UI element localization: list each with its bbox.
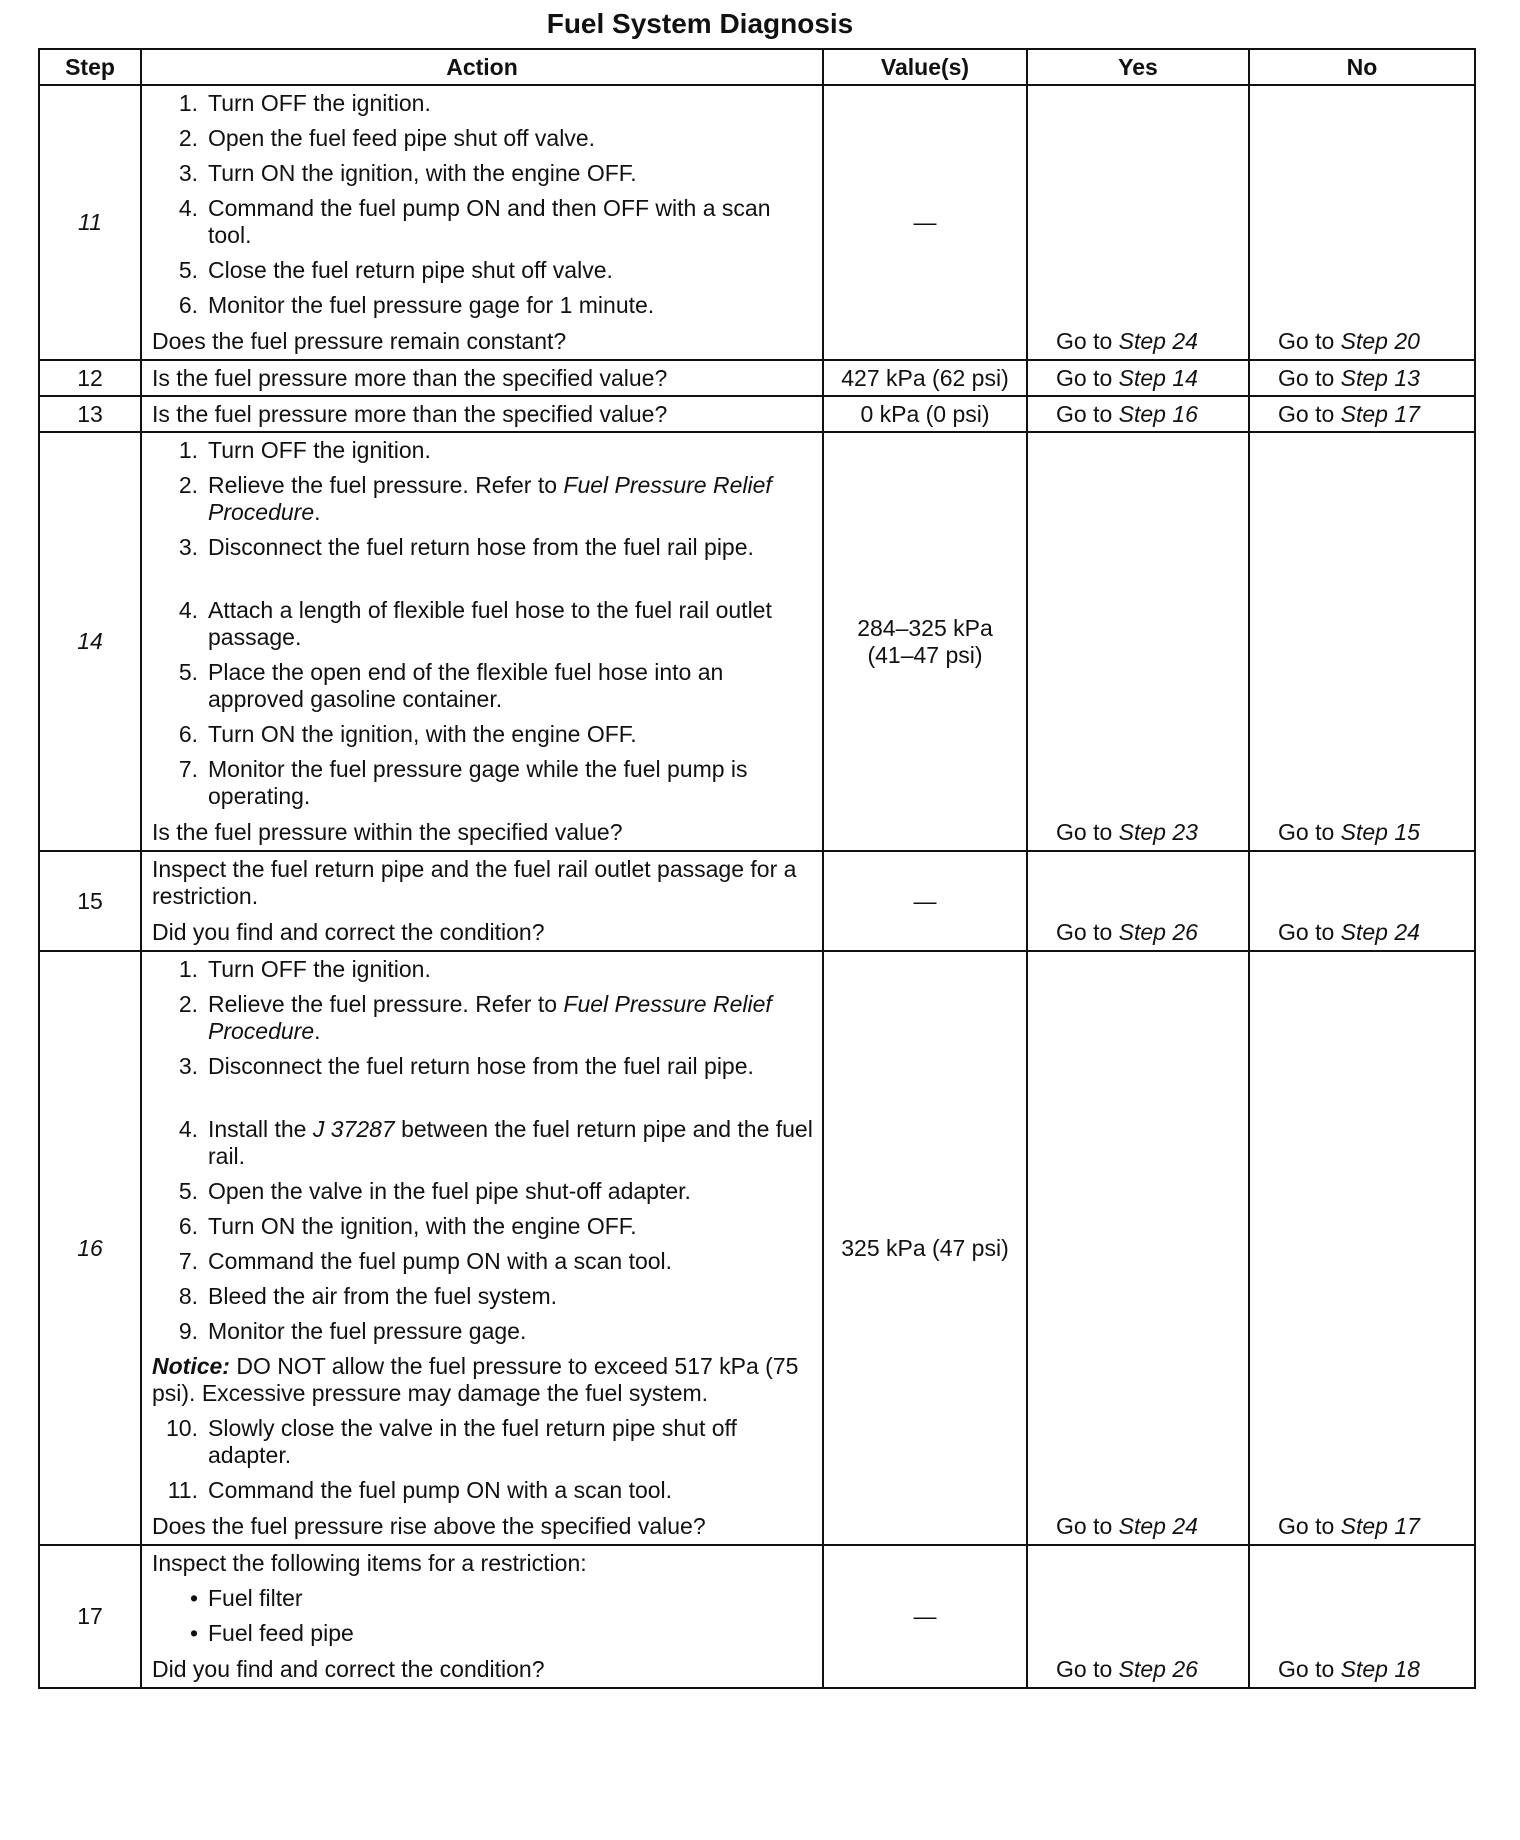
list-item: 9. Monitor the fuel pressure gage. — [178, 1318, 527, 1344]
list-item: 1. Turn OFF the ignition. — [178, 437, 431, 463]
diagnosis-table — [38, 48, 1476, 1689]
step-link: Step 26 — [1118, 1656, 1198, 1682]
action-cell — [141, 396, 823, 432]
step-link: Step 13 — [1340, 364, 1420, 391]
table-row — [39, 85, 1475, 360]
table-row — [39, 360, 1475, 396]
list-item: 7. Command the fuel pump ON with a scan tool. — [178, 1248, 673, 1274]
yes-cell: Go to Step 23 — [1027, 432, 1249, 851]
value-cell: 0 kPa (0 psi) — [823, 396, 1027, 432]
value-cell: — — [823, 1545, 1027, 1688]
list-item: 3. Disconnect the fuel return hose from the fuel rail pipe. — [178, 534, 754, 560]
action-question: Is the fuel pressure within the specified value? — [152, 819, 623, 845]
action-cell — [141, 851, 823, 951]
list-item: • Fuel feed pipe — [189, 1620, 354, 1646]
action-cell — [141, 360, 823, 396]
action-question: Does the fuel pressure remain constant? — [152, 328, 567, 354]
action-cell — [141, 432, 823, 851]
yes-cell: Go to Step 14 — [1027, 360, 1249, 396]
step-link: Step 17 — [1340, 1513, 1420, 1539]
step-link: Step 14 — [1118, 364, 1198, 391]
value-cell: — — [823, 85, 1027, 360]
action-question: Is the fuel pressure more than the specified value? — [152, 401, 668, 427]
yes-cell: Go to Step 24 — [1027, 85, 1249, 360]
step-link: Step 24 — [1118, 328, 1198, 354]
no-cell: Go to Step 18 — [1249, 1545, 1475, 1688]
value-cell: — — [823, 851, 1027, 951]
list-item: 10. Slowly close the valve in the fuel return pipe shut off adapter. — [166, 1415, 737, 1468]
yes-cell: Go to Step 26 — [1027, 851, 1249, 951]
value-cell: 427 kPa (62 psi) — [823, 360, 1027, 396]
notice: Notice: DO NOT allow the fuel pressure to exceed 517 kPa (75 psi). Excessive pressure may damage the fuel system. — [152, 1353, 799, 1406]
tool-reference: J 37287 — [312, 1116, 395, 1142]
header-row — [39, 49, 1475, 85]
header-no: No — [1249, 49, 1475, 85]
list-item: 6. Turn ON the ignition, with the engine OFF. — [178, 1213, 637, 1239]
list-item: 2. Open the fuel feed pipe shut off valve. — [178, 125, 596, 151]
list-item: 4. Attach a length of flexible fuel hose to the fuel rail outlet passage. — [178, 597, 772, 650]
list-item: 11. Command the fuel pump ON with a scan tool. — [167, 1477, 673, 1503]
step-number: 12 — [39, 360, 141, 396]
step-link: Step 26 — [1118, 919, 1198, 945]
step-number: 15 — [39, 851, 141, 951]
list-item: 4. Install the J 37287 between the fuel return pipe and the fuel rail. — [178, 1116, 813, 1169]
no-cell: Go to Step 17 — [1249, 396, 1475, 432]
header-step: Step — [39, 49, 141, 85]
list-item: 3. Turn ON the ignition, with the engine OFF. — [178, 160, 637, 186]
no-cell: Go to Step 17 — [1249, 951, 1475, 1545]
list-item: 6. Turn ON the ignition, with the engine OFF. — [178, 721, 637, 747]
table-row — [39, 432, 1475, 851]
step-link: Step 24 — [1340, 919, 1420, 945]
step-number: 13 — [39, 396, 141, 432]
list-item: 7. Monitor the fuel pressure gage while the fuel pump is operating. — [178, 756, 748, 809]
step-link: Step 17 — [1340, 400, 1420, 427]
value-cell: 325 kPa (47 psi) — [823, 951, 1027, 1545]
list-item: 2. Relieve the fuel pressure. Refer to Fuel Pressure Relief Procedure. — [178, 472, 772, 525]
table-row — [39, 1545, 1475, 1688]
page-title: Fuel System Diagnosis — [546, 8, 854, 39]
action-question: Is the fuel pressure more than the specified value? — [152, 365, 668, 391]
step-link: Step 23 — [1118, 819, 1198, 845]
action-question: Does the fuel pressure rise above the specified value? — [152, 1513, 706, 1539]
list-item: 2. Relieve the fuel pressure. Refer to Fuel Pressure Relief Procedure. — [178, 991, 772, 1044]
list-item: 6. Monitor the fuel pressure gage for 1 minute. — [178, 292, 655, 318]
action-cell — [141, 1545, 823, 1688]
no-cell: Go to Step 15 — [1249, 432, 1475, 851]
list-item: 1. Turn OFF the ignition. — [178, 956, 431, 982]
action-text: Inspect the fuel return pipe and the fuel rail outlet passage for a restriction. — [152, 856, 797, 909]
step-link: Step 15 — [1340, 819, 1420, 845]
list-item: 5. Close the fuel return pipe shut off valve. — [178, 257, 613, 283]
list-item: 3. Disconnect the fuel return hose from the fuel rail pipe. — [178, 1053, 754, 1079]
step-link: Step 20 — [1340, 328, 1420, 354]
action-question: Did you find and correct the condition? — [152, 919, 545, 945]
yes-cell: Go to Step 16 — [1027, 396, 1249, 432]
table-row — [39, 951, 1475, 1545]
no-cell: Go to Step 20 — [1249, 85, 1475, 360]
yes-cell: Go to Step 26 — [1027, 1545, 1249, 1688]
step-number: 16 — [39, 951, 141, 1545]
action-question: Did you find and correct the condition? — [152, 1656, 545, 1682]
no-cell: Go to Step 13 — [1249, 360, 1475, 396]
list-item: 4. Command the fuel pump ON and then OFF with a scan tool. — [178, 195, 771, 248]
action-cell — [141, 951, 823, 1545]
list-item: • Fuel filter — [189, 1585, 303, 1611]
procedure-reference: Fuel Pressure Relief Procedure — [208, 472, 772, 525]
step-link: Step 24 — [1118, 1513, 1198, 1539]
header-yes: Yes — [1027, 49, 1249, 85]
list-item: 5. Open the valve in the fuel pipe shut-off adapter. — [178, 1178, 691, 1204]
step-link: Step 16 — [1118, 400, 1198, 427]
yes-cell: Go to Step 24 — [1027, 951, 1249, 1545]
table-row — [39, 851, 1475, 951]
list-item: 1. Turn OFF the ignition. — [178, 90, 431, 116]
value-cell: 284–325 kPa (41–47 psi) — [823, 432, 1027, 851]
notice-label: Notice: — [152, 1353, 230, 1379]
no-cell: Go to Step 24 — [1249, 851, 1475, 951]
header-action: Action — [141, 49, 823, 85]
action-cell — [141, 85, 823, 360]
step-number: 11 — [39, 85, 141, 360]
step-number: 17 — [39, 1545, 141, 1688]
table-row — [39, 396, 1475, 432]
action-text: Inspect the following items for a restriction: — [152, 1550, 587, 1576]
procedure-reference: Fuel Pressure Relief Procedure — [208, 991, 772, 1044]
step-number: 14 — [39, 432, 141, 851]
list-item: 8. Bleed the air from the fuel system. — [178, 1283, 557, 1309]
header-values: Value(s) — [823, 49, 1027, 85]
step-link: Step 18 — [1340, 1656, 1420, 1682]
list-item: 5. Place the open end of the flexible fuel hose into an approved gasoline container. — [178, 659, 724, 712]
